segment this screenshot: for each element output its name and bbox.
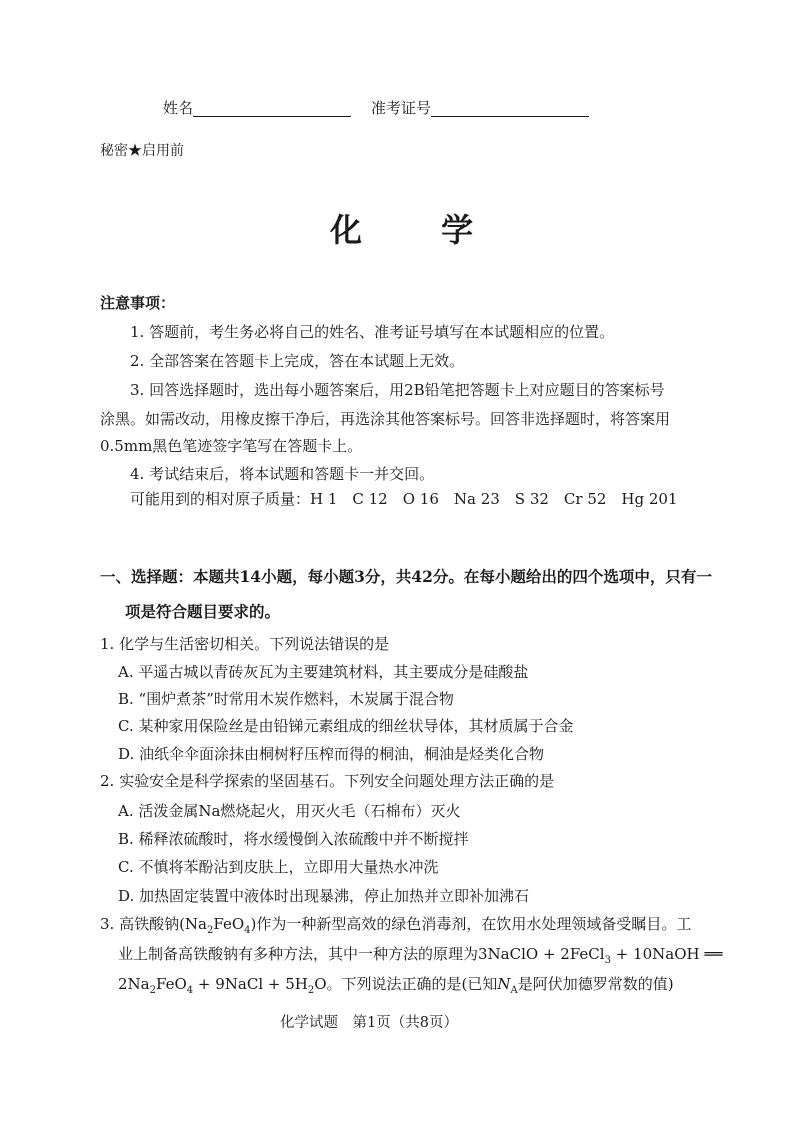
name-field: [163, 99, 351, 117]
q3-subscript: 2: [207, 925, 214, 936]
q3-text: FeO: [156, 975, 187, 993]
notice-item-3-line-3: 0.5mm黑色笔迹签字笔写在答题卡上。: [100, 437, 363, 455]
notice-heading: 注意事项：: [100, 294, 176, 312]
q2-stem: 2. 实验安全是科学探索的坚固基石。下列安全问题处理方法正确的是: [100, 772, 555, 790]
q3-text: + 9NaCl + 5H: [193, 975, 308, 993]
q3-subscript: 4: [244, 925, 251, 936]
page-footer: 化学试题 第1页（共8页）: [280, 1015, 458, 1031]
q3-subscript: 2: [307, 985, 315, 996]
id-blank: [431, 100, 589, 117]
section-heading-line-2: 项是符合题目要求的。: [125, 602, 281, 621]
notice-item-3-line-1: 3. 回答选择题时，选出每小题答案后，用2B铅笔把答题卡上对应题目的答案标号: [130, 381, 665, 399]
q1-option-c: C. 某种家用保险丝是由铅锑元素组成的细丝状导体，其材质属于合金: [118, 717, 574, 735]
q3-text: O。下列说法正确的是(已知: [314, 975, 498, 993]
q3-text: + 10NaOH ══: [610, 945, 723, 963]
q3-subscript: 2: [149, 985, 156, 996]
name-blank: [193, 100, 351, 117]
q3-subscript: 4: [186, 985, 194, 996]
q1-option-b: B. “围炉煮茶”时常用木炭作燃料，木炭属于混合物: [118, 690, 454, 708]
q3-avogadro-symbol: N: [497, 975, 511, 993]
id-field: [371, 99, 589, 117]
q3-text: FeO: [213, 915, 245, 933]
q1-option-d: D. 油纸伞伞面涂抹由桐树籽压榨而得的桐油，桐油是烃类化合物: [118, 745, 545, 763]
notice-item-2: 2. 全部答案在答题卡上完成，答在本试题上无效。: [130, 352, 465, 370]
q2-option-d: D. 加热固定装置中液体时出现暴沸，停止加热并立即补加沸石: [118, 887, 530, 905]
id-label: 准考证号: [371, 99, 432, 117]
q3-subscript: A: [510, 985, 518, 996]
q2-option-a: A. 活泼金属Na燃烧起火，用灭火毛（石棉布）灭火: [118, 802, 461, 820]
q3-text: 2Na: [118, 975, 150, 993]
q2-option-b: B. 稀释浓硫酸时，将水缓慢倒入浓硫酸中并不断搅拌: [118, 830, 469, 848]
section-heading-line-1: 一、选择题：本题共14小题，每小题3分，共42分。在每小题给出的四个选项中，只有一: [100, 567, 712, 586]
q3-text: 3. 高铁酸钠(Na: [100, 915, 207, 933]
q1-stem: 1. 化学与生活密切相关。下列说法错误的是: [100, 635, 390, 653]
name-label: 姓名: [163, 99, 194, 117]
q1-option-a: A. 平遥古城以青砖灰瓦为主要建筑材料，其主要成分是硅酸盐: [118, 663, 529, 681]
page-title: 化 学: [330, 211, 508, 249]
q3-text: 是阿伏加德罗常数的值): [517, 975, 674, 993]
q2-option-c: C. 不慎将苯酚沾到皮肤上，立即用大量热水冲洗: [118, 858, 439, 876]
notice-item-1: 1. 答题前，考生务必将自己的姓名、准考证号填写在本试题相应的位置。: [130, 323, 615, 341]
atomic-mass-list: 可能用到的相对原子质量：H 1 C 12 O 16 Na 23 S 32 Cr 52 Hg 201: [130, 490, 678, 508]
q3-text: )作为一种新型高效的绿色消毒剂，在饮用水处理领域备受瞩目。工: [250, 915, 692, 933]
q3-stem-line-1: [100, 915, 692, 936]
q3-text: 业上制备高铁酸钠有多种方法，其中一种方法的原理为3NaClO + 2FeCl: [118, 945, 605, 963]
q3-stem-line-2: [118, 945, 723, 966]
q3-subscript: 3: [604, 955, 611, 966]
notice-item-3-line-2: 涂黑。如需改动，用橡皮擦干净后，再选涂其他答案标号。回答非选择题时，将答案用: [100, 410, 671, 428]
classification-label: 秘密★启用前: [100, 143, 184, 159]
q3-stem-line-3: [118, 975, 674, 996]
notice-item-4: 4. 考试结束后，将本试题和答题卡一并交回。: [130, 465, 435, 483]
